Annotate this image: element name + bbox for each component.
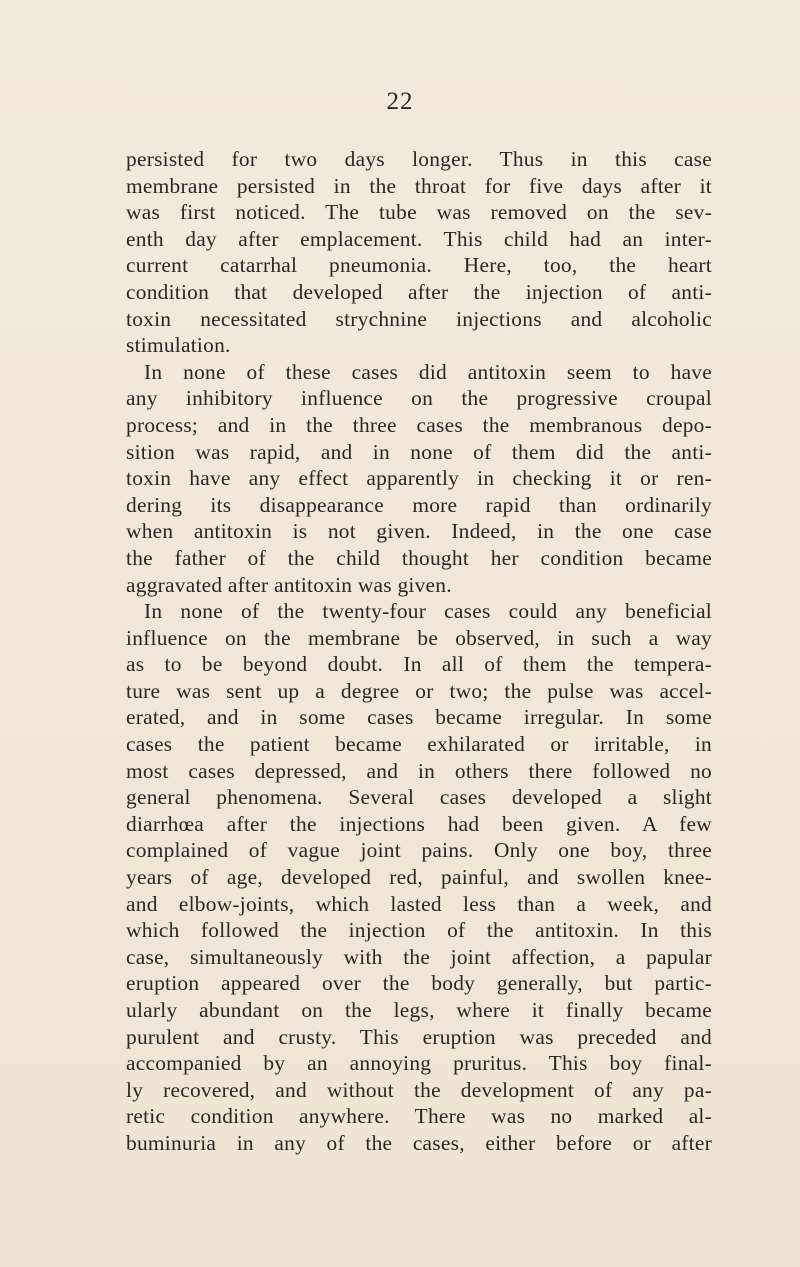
text-line: eruption appeared over the body generally, but partic-: [126, 971, 712, 996]
text-line: years of age, developed red, painful, and swollen knee-: [126, 865, 712, 890]
text-line: condition that developed after the injection of anti-: [126, 279, 712, 304]
text-line: diarrhœa after the injections had been given. A few: [126, 811, 712, 836]
text-line: retic condition anywhere. There was no marked al-: [126, 1104, 712, 1129]
text-line: ly recovered, and without the development of any pa-: [126, 1077, 712, 1102]
text-line: persisted for two days longer. Thus in this case: [126, 147, 712, 171]
text-line: any inhibitory influence on the progressive croupal: [126, 386, 712, 411]
text-line: the father of the child thought her condition became: [126, 545, 712, 570]
text-line: enth day after emplacement. This child had an inter-: [126, 226, 712, 251]
text-line: current catarrhal pneumonia. Here, too, the heart: [126, 253, 712, 278]
body-text: [126, 146, 712, 1157]
text-line: complained of vague joint pains. Only one boy, three: [126, 838, 712, 863]
text-line: dering its disappearance more rapid than ordinarily: [126, 492, 712, 517]
text-line: membrane persisted in the throat for five days after it: [126, 173, 712, 198]
text-line: cases the patient became exhilarated or irritable, in: [126, 732, 712, 757]
text-line: case, simultaneously with the joint affection, a papular: [126, 944, 712, 969]
text-line: toxin have any effect apparently in checking it or ren-: [126, 466, 712, 491]
text-line: influence on the membrane be observed, in such a way: [126, 625, 712, 650]
page-number: 22: [386, 88, 414, 115]
text-line: sition was rapid, and in none of them did the anti-: [126, 439, 712, 464]
text-line: buminuria in any of the cases, either before or after: [126, 1130, 712, 1155]
text-line: which followed the injection of the antitoxin. In this: [126, 918, 712, 943]
text-line: stimulation.: [126, 333, 231, 358]
text-line: and elbow-joints, which lasted less than a week, and: [126, 891, 712, 916]
text-line: erated, and in some cases became irregular. In some: [126, 705, 712, 730]
text-line: most cases depressed, and in others there followed no: [126, 758, 712, 783]
text-line: toxin necessitated strychnine injections and alcoholic: [126, 306, 712, 331]
text-line: process; and in the three cases the membranous depo-: [126, 412, 712, 437]
text-line: purulent and crusty. This eruption was preceded and: [126, 1024, 712, 1049]
paragraph-start-line: In none of the twenty-four cases could any beneficial: [144, 599, 712, 624]
text-line: aggravated after antitoxin was given.: [126, 572, 452, 597]
text-line: ularly abundant on the legs, where it finally became: [126, 998, 712, 1022]
text-line: ture was sent up a degree or two; the pulse was accel-: [126, 678, 712, 703]
text-line: as to be beyond doubt. In all of them the tempera-: [126, 652, 712, 677]
text-line: was first noticed. The tube was removed on the sev-: [126, 200, 712, 225]
text-line: accompanied by an annoying pruritus. This boy final-: [126, 1051, 712, 1076]
paragraph-start-line: In none of these cases did antitoxin seem to have: [144, 359, 712, 384]
text-line: general phenomena. Several cases developed a slight: [126, 785, 712, 810]
text-line: when antitoxin is not given. Indeed, in the one case: [126, 519, 712, 544]
